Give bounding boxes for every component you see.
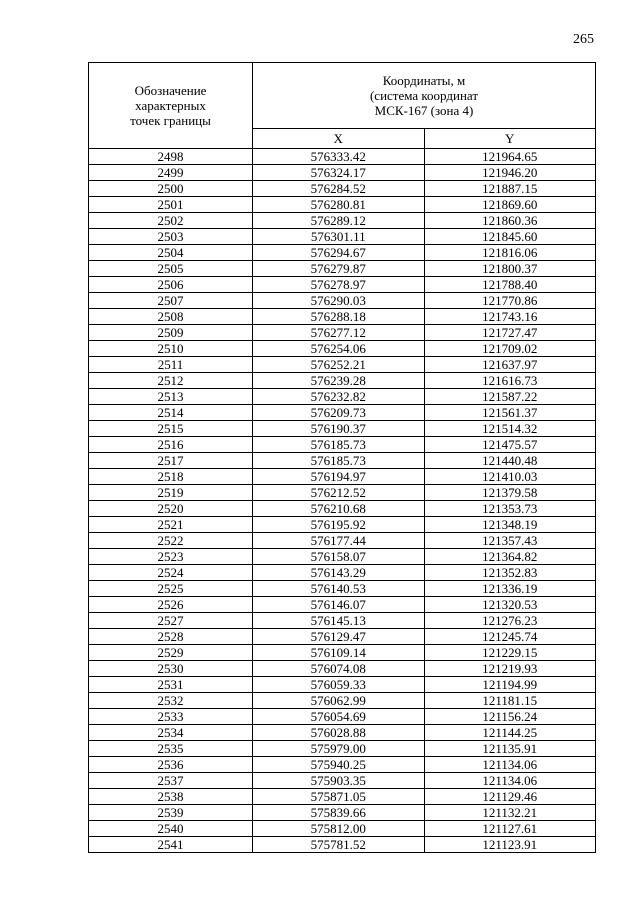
x-coordinate-cell: 576194.97 (253, 469, 425, 485)
table-row (89, 245, 596, 261)
point-number-cell: 2522 (89, 533, 253, 549)
y-coordinate-cell: 121134.06 (424, 757, 596, 773)
point-number-cell: 2507 (89, 293, 253, 309)
x-coordinate-cell: 576289.12 (253, 213, 425, 229)
point-number-cell: 2510 (89, 341, 253, 357)
y-coordinate-cell: 121245.74 (424, 629, 596, 645)
table-header (89, 63, 596, 149)
point-number-cell: 2511 (89, 357, 253, 373)
x-coordinate-cell: 575979.00 (253, 741, 425, 757)
table-row (89, 549, 596, 565)
point-label-header (89, 63, 253, 149)
point-number-cell: 2539 (89, 805, 253, 821)
x-coordinate-cell: 576288.18 (253, 309, 425, 325)
x-coordinate-cell: 576284.52 (253, 181, 425, 197)
y-coordinate-cell: 121860.36 (424, 213, 596, 229)
x-coordinate-cell: 576059.33 (253, 677, 425, 693)
point-label-header-line: точек границы (130, 113, 211, 128)
y-coordinate-cell: 121348.19 (424, 517, 596, 533)
y-coordinate-cell: 121743.16 (424, 309, 596, 325)
point-number-cell: 2509 (89, 325, 253, 341)
table-row (89, 693, 596, 709)
y-coordinate-cell: 121144.25 (424, 725, 596, 741)
y-coordinate-cell: 121770.86 (424, 293, 596, 309)
x-coordinate-cell: 575812.00 (253, 821, 425, 837)
y-coordinate-cell: 121353.73 (424, 501, 596, 517)
y-coordinate-cell: 121869.60 (424, 197, 596, 213)
y-coordinate-cell: 121410.03 (424, 469, 596, 485)
x-coordinate-cell: 576145.13 (253, 613, 425, 629)
table-row (89, 725, 596, 741)
x-coordinate-cell: 576185.73 (253, 437, 425, 453)
x-coordinate-cell: 576333.42 (253, 149, 425, 165)
x-coordinate-cell: 576324.17 (253, 165, 425, 181)
point-number-cell: 2525 (89, 581, 253, 597)
x-coordinate-cell: 576301.11 (253, 229, 425, 245)
y-coordinate-cell: 121181.15 (424, 693, 596, 709)
point-number-cell: 2514 (89, 405, 253, 421)
y-coordinate-cell: 121135.91 (424, 741, 596, 757)
point-number-cell: 2512 (89, 373, 253, 389)
table-row (89, 517, 596, 533)
coordinates-header (253, 63, 596, 129)
x-coordinate-cell: 575839.66 (253, 805, 425, 821)
table-row (89, 197, 596, 213)
table-row (89, 357, 596, 373)
point-number-cell: 2498 (89, 149, 253, 165)
x-coordinate-cell: 576062.99 (253, 693, 425, 709)
table-row (89, 261, 596, 277)
table-row (89, 277, 596, 293)
y-coordinate-cell: 121788.40 (424, 277, 596, 293)
y-coordinate-cell: 121816.06 (424, 245, 596, 261)
y-coordinate-cell: 121379.58 (424, 485, 596, 501)
table-row (89, 293, 596, 309)
table-row (89, 661, 596, 677)
point-number-cell: 2520 (89, 501, 253, 517)
table-body (89, 149, 596, 853)
table-row (89, 213, 596, 229)
y-coordinate-cell: 121946.20 (424, 165, 596, 181)
x-coordinate-cell: 576239.28 (253, 373, 425, 389)
table-row (89, 373, 596, 389)
point-number-cell: 2524 (89, 565, 253, 581)
y-coordinate-cell: 121132.21 (424, 805, 596, 821)
y-coordinate-cell: 121352.83 (424, 565, 596, 581)
point-number-cell: 2534 (89, 725, 253, 741)
point-number-cell: 2500 (89, 181, 253, 197)
point-number-cell: 2513 (89, 389, 253, 405)
table-row (89, 469, 596, 485)
table-row (89, 325, 596, 341)
table-row (89, 437, 596, 453)
coordinates-header-line: (система координат (369, 88, 479, 104)
table-row (89, 709, 596, 725)
y-coordinate-cell: 121440.48 (424, 453, 596, 469)
x-coordinate-cell: 576254.06 (253, 341, 425, 357)
x-coordinate-cell: 576185.73 (253, 453, 425, 469)
x-coordinate-cell: 576028.88 (253, 725, 425, 741)
y-column-header: Y (424, 129, 596, 149)
y-coordinate-cell: 121709.02 (424, 341, 596, 357)
point-number-cell: 2528 (89, 629, 253, 645)
point-number-cell: 2521 (89, 517, 253, 533)
point-number-cell: 2532 (89, 693, 253, 709)
x-coordinate-cell: 576195.92 (253, 517, 425, 533)
table-row (89, 309, 596, 325)
y-coordinate-cell: 121357.43 (424, 533, 596, 549)
y-coordinate-cell: 121320.53 (424, 597, 596, 613)
y-coordinate-cell: 121800.37 (424, 261, 596, 277)
x-coordinate-cell: 576143.29 (253, 565, 425, 581)
table-row (89, 597, 596, 613)
x-coordinate-cell: 576277.12 (253, 325, 425, 341)
point-number-cell: 2518 (89, 469, 253, 485)
x-column-header: X (253, 129, 425, 149)
y-coordinate-cell: 121514.32 (424, 421, 596, 437)
y-coordinate-cell: 121219.93 (424, 661, 596, 677)
point-number-cell: 2526 (89, 597, 253, 613)
table-row (89, 485, 596, 501)
table-row (89, 181, 596, 197)
table-row (89, 341, 596, 357)
x-coordinate-cell: 576109.14 (253, 645, 425, 661)
point-number-cell: 2535 (89, 741, 253, 757)
point-number-cell: 2519 (89, 485, 253, 501)
coordinates-table (88, 62, 596, 853)
x-coordinate-cell: 576074.08 (253, 661, 425, 677)
point-number-cell: 2504 (89, 245, 253, 261)
x-coordinate-cell: 576054.69 (253, 709, 425, 725)
point-number-cell: 2516 (89, 437, 253, 453)
y-coordinate-cell: 121276.23 (424, 613, 596, 629)
point-number-cell: 2506 (89, 277, 253, 293)
table-row (89, 149, 596, 165)
x-coordinate-cell: 576146.07 (253, 597, 425, 613)
y-coordinate-cell: 121887.15 (424, 181, 596, 197)
page-number: 265 (573, 32, 594, 47)
point-number-cell: 2537 (89, 773, 253, 789)
y-coordinate-cell: 121134.06 (424, 773, 596, 789)
point-number-cell: 2502 (89, 213, 253, 229)
point-number-cell: 2533 (89, 709, 253, 725)
table-row (89, 533, 596, 549)
y-coordinate-cell: 121616.73 (424, 373, 596, 389)
y-coordinate-cell: 121156.24 (424, 709, 596, 725)
point-number-cell: 2531 (89, 677, 253, 693)
table-row (89, 757, 596, 773)
table-row (89, 613, 596, 629)
y-coordinate-cell: 121364.82 (424, 549, 596, 565)
point-number-cell: 2540 (89, 821, 253, 837)
point-number-cell: 2508 (89, 309, 253, 325)
x-coordinate-cell: 575871.05 (253, 789, 425, 805)
point-number-cell: 2541 (89, 837, 253, 853)
x-coordinate-cell: 575903.35 (253, 773, 425, 789)
y-coordinate-cell: 121336.19 (424, 581, 596, 597)
point-number-cell: 2501 (89, 197, 253, 213)
y-coordinate-cell: 121561.37 (424, 405, 596, 421)
y-coordinate-cell: 121229.15 (424, 645, 596, 661)
x-coordinate-cell: 576294.67 (253, 245, 425, 261)
point-number-cell: 2529 (89, 645, 253, 661)
table-row (89, 405, 596, 421)
x-coordinate-cell: 576158.07 (253, 549, 425, 565)
table-row (89, 741, 596, 757)
x-coordinate-cell: 575940.25 (253, 757, 425, 773)
x-coordinate-cell: 576177.44 (253, 533, 425, 549)
x-coordinate-cell: 576190.37 (253, 421, 425, 437)
x-coordinate-cell: 576278.97 (253, 277, 425, 293)
point-label-header-line: характерных (135, 98, 206, 113)
point-number-cell: 2515 (89, 421, 253, 437)
point-number-cell: 2517 (89, 453, 253, 469)
y-coordinate-cell: 121727.47 (424, 325, 596, 341)
y-coordinate-cell: 121587.22 (424, 389, 596, 405)
x-coordinate-cell: 576279.87 (253, 261, 425, 277)
x-coordinate-cell: 575781.52 (253, 837, 425, 853)
point-label-header-line: Обозначение (134, 83, 207, 98)
point-number-cell: 2530 (89, 661, 253, 677)
x-coordinate-cell: 576140.53 (253, 581, 425, 597)
y-coordinate-cell: 121194.99 (424, 677, 596, 693)
table-row (89, 821, 596, 837)
table-row (89, 229, 596, 245)
table-row (89, 837, 596, 853)
table-row (89, 389, 596, 405)
point-number-cell: 2538 (89, 789, 253, 805)
x-coordinate-cell: 576212.52 (253, 485, 425, 501)
y-coordinate-cell: 121127.61 (424, 821, 596, 837)
x-coordinate-cell: 576232.82 (253, 389, 425, 405)
table-row (89, 645, 596, 661)
point-number-cell: 2536 (89, 757, 253, 773)
x-coordinate-cell: 576209.73 (253, 405, 425, 421)
x-coordinate-cell: 576129.47 (253, 629, 425, 645)
y-coordinate-cell: 121123.91 (424, 837, 596, 853)
x-coordinate-cell: 576280.81 (253, 197, 425, 213)
point-number-cell: 2523 (89, 549, 253, 565)
x-coordinate-cell: 576210.68 (253, 501, 425, 517)
table-row (89, 677, 596, 693)
coordinates-header-line: МСК-167 (зона 4) (374, 103, 474, 119)
table-row (89, 581, 596, 597)
table-row (89, 789, 596, 805)
table-row (89, 453, 596, 469)
table-row (89, 629, 596, 645)
table-row (89, 805, 596, 821)
point-number-cell: 2503 (89, 229, 253, 245)
y-coordinate-cell: 121964.65 (424, 149, 596, 165)
table-row (89, 565, 596, 581)
y-coordinate-cell: 121475.57 (424, 437, 596, 453)
y-coordinate-cell: 121129.46 (424, 789, 596, 805)
x-coordinate-cell: 576252.21 (253, 357, 425, 373)
point-number-cell: 2505 (89, 261, 253, 277)
x-coordinate-cell: 576290.03 (253, 293, 425, 309)
table-row (89, 501, 596, 517)
coordinates-header-line: Координаты, м (382, 73, 466, 89)
table-row (89, 165, 596, 181)
table-row (89, 773, 596, 789)
point-number-cell: 2499 (89, 165, 253, 181)
table-row (89, 421, 596, 437)
point-number-cell: 2527 (89, 613, 253, 629)
y-coordinate-cell: 121845.60 (424, 229, 596, 245)
y-coordinate-cell: 121637.97 (424, 357, 596, 373)
